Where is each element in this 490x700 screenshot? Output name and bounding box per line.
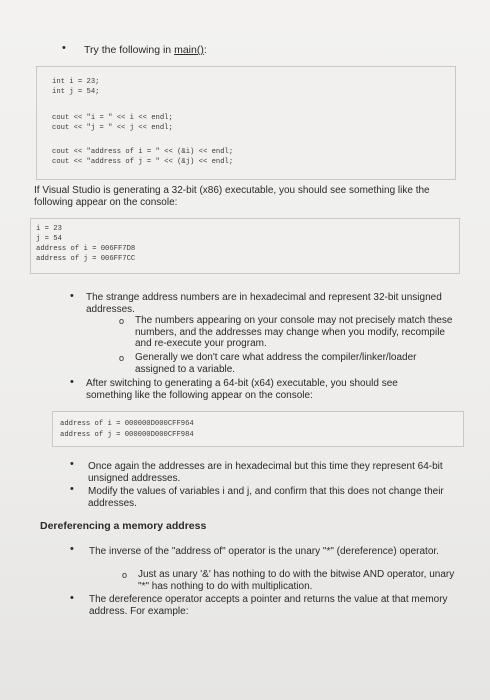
console-line: i = 23 <box>36 225 62 233</box>
console-line: address of i = 006FF7D8 <box>36 245 136 253</box>
code-line: cout << "address of i = " << (&i) << endl; <box>52 148 234 156</box>
bullet-icon: • <box>70 592 74 604</box>
bullet-icon: • <box>70 376 74 388</box>
intro-func: main() <box>174 44 204 56</box>
code-line: int i = 23; <box>52 78 100 86</box>
sub-bullet-icon: o <box>122 570 128 580</box>
bullet-icon: • <box>70 458 74 470</box>
bullet-hex-64: Once again the addresses are in hexadecimal but this time they represent 64-bit unsigned addresses. <box>88 461 443 484</box>
bullet-icon: • <box>70 290 74 302</box>
section-heading: Dereferencing a memory address <box>40 520 207 532</box>
console-line: address of j = 000000D000CFF984 <box>60 431 194 439</box>
intro-line <box>84 44 207 56</box>
console-line: address of j = 006FF7CC <box>36 255 136 263</box>
paragraph-32bit: If Visual Studio is generating a 32-bit (x86) executable, you should see something like the following appear on the console: <box>34 185 430 208</box>
bullet-hex-32: The strange address numbers are in hexadecimal and represent 32-bit unsigned addresses. <box>86 292 442 315</box>
sub-bullet-numbers: The numbers appearing on your console may not precisely match these numbers, and the addresses may change when you modify, recompile and re-execute your program. <box>135 315 453 349</box>
console-line: j = 54 <box>36 235 62 243</box>
sub-bullet-icon: o <box>119 316 125 326</box>
code-line: cout << "i = " << i << endl; <box>52 114 173 122</box>
bullet-modify: Modify the values of variables i and j, and confirm that this does not change their addresses. <box>88 486 444 509</box>
bullet-64bit: After switching to generating a 64-bit (x64) executable, you should see something like the following appear on the console: <box>86 378 398 401</box>
code-line: int j = 54; <box>52 88 100 96</box>
sub-bullet-generally: Generally we don't care what address the compiler/linker/loader assigned to a variable. <box>135 352 417 375</box>
sub-bullet-icon: o <box>119 353 125 363</box>
code-line: cout << "j = " << j << endl; <box>52 124 173 132</box>
bullet-inverse: The inverse of the "address of" operator is the unary "*" (dereference) operator. <box>89 546 439 557</box>
console-line: address of i = 000000D000CFF964 <box>60 420 194 428</box>
bullet-icon: • <box>70 483 74 495</box>
sub-bullet-unary: Just as unary '&' has nothing to do with the bitwise AND operator, unary "*" has nothing to do with multiplication. <box>138 569 455 592</box>
bullet-icon: • <box>62 42 66 54</box>
bullet-dereference: The dereference operator accepts a pointer and returns the value at that memory address. For example: <box>89 594 448 617</box>
bullet-icon: • <box>70 543 74 555</box>
code-line: cout << "address of j = " << (&j) << endl; <box>52 158 234 166</box>
intro-suffix: : <box>203 44 207 56</box>
intro-text: Try the following in <box>84 44 175 56</box>
